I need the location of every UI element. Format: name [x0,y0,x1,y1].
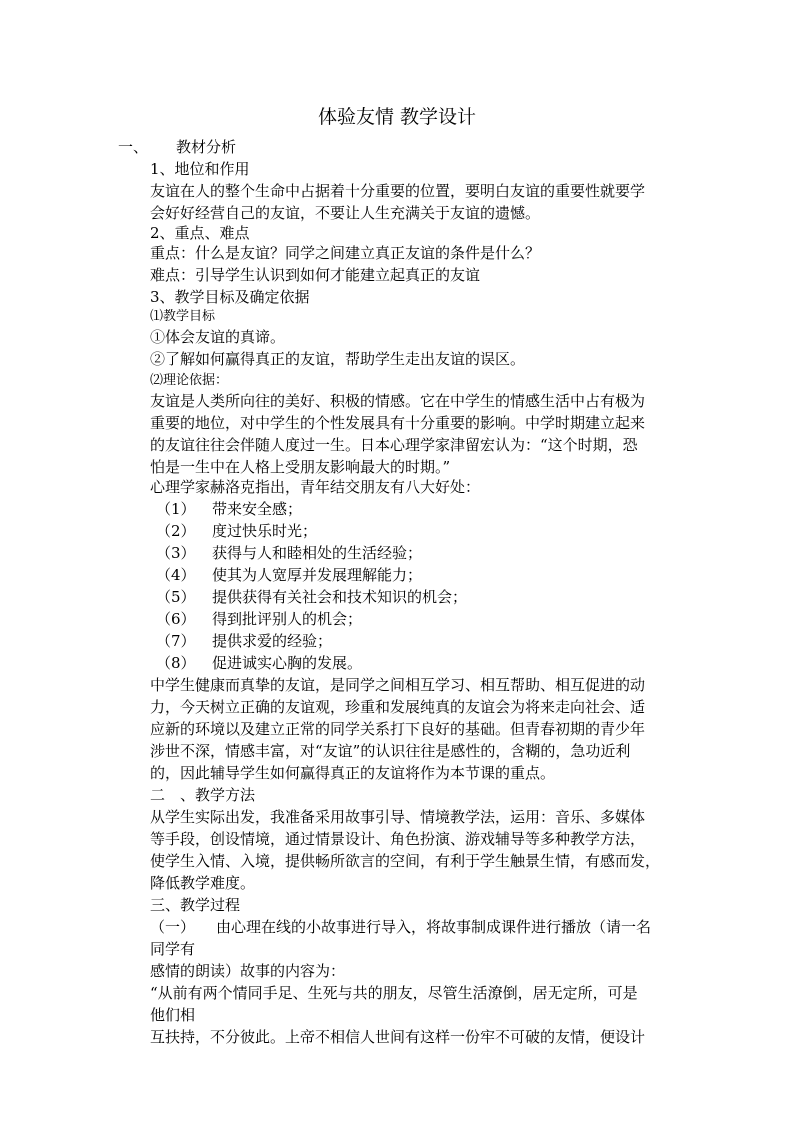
key-point-line: 重点：什么是友谊？同学之间建立真正友谊的条件是什么？ [150,244,541,262]
list-item-index: （1） [156,500,196,518]
paragraph-line: 力，今天树立正确的友谊观，珍重和发展纯真的友谊会为将来走向社会、适 [150,698,646,716]
list-item-index: （7） [156,632,196,650]
list-item-index: （2） [156,522,196,540]
list-item-index: （4） [156,566,196,584]
paragraph-line: 重要的地位，对中学生的个性发展具有十分重要的影响。中学时期建立起来 [150,414,646,432]
paragraph-line: 中学生健康而真挚的友谊，是同学之间相互学习、相互帮助、相互促进的动 [150,676,646,694]
list-item [150,564,680,586]
list-item-text: 提供求爱的经验； [212,632,333,650]
process-step-text: 由心理在线的小故事进行导入，将故事制成课件进行播放（请一名 [216,918,652,936]
basis-heading: ⑵理论依据： [150,373,229,388]
list-item-text: 使其为人宽厚并发展理解能力； [212,566,423,584]
subsection-heading: 1、地位和作用 [150,160,250,178]
goals-heading: ⑴教学目标 [150,309,216,324]
list-item-text: 获得与人和睦相处的生活经验； [212,544,423,562]
subsection-heading: 3、教学目标及确定依据 [150,288,310,306]
list-item-text: 带来安全感； [212,500,303,518]
list-item-text: 度过快乐时光； [212,522,318,540]
list-item [150,652,680,674]
paragraph-line: 的，因此辅导学生如何赢得真正的友谊将作为本节课的重点。 [150,764,556,782]
list-item-index: （6） [156,610,196,628]
paragraph-line: 友谊是人类所向往的美好、积极的情感。它在中学生的情感生活中占有极为 [150,392,646,410]
process-step-index: （一） [150,918,196,936]
section-3-heading: 三、教学过程 [150,896,241,914]
list-item-text: 提供获得有关社会和技术知识的机会； [212,588,468,606]
list-item [150,542,680,564]
subsection-heading: 2、重点、难点 [150,224,250,242]
paragraph-line: 互扶持，不分彼此。上帝不相信人世间有这样一份牢不可破的友情，便设计 [150,1028,646,1046]
section-1-heading [118,136,648,158]
paragraph-line: 他们相 [150,1006,196,1024]
document-title: 体验友情 教学设计 [317,106,477,128]
paragraph-line: “从前有两个情同手足、生死与共的朋友，尽管生活潦倒，居无定所，可是 [150,984,638,1002]
process-step-line [150,916,680,938]
paragraph-line: 会好好经营自己的友谊，不要让人生充满关于友谊的遗憾。 [150,204,541,222]
list-item [150,498,680,520]
list-item-index: （8） [156,654,196,672]
section-2-heading: 二 、教学方法 [150,786,256,804]
list-item-text: 得到批评别人的机会； [212,610,363,628]
list-item-text: 促进诚实心胸的发展。 [212,654,363,672]
list-item-index: （5） [156,588,196,606]
section-1-number: 一、 [118,138,149,156]
paragraph-line: 降低教学难度。 [150,874,256,892]
paragraph-line: 应新的环境以及建立正常的同学关系打下良好的基础。但青春初期的青少年 [150,720,646,738]
paragraph-line: 等手段，创设情境，通过情景设计、角色扮演、游戏辅导等多种教学方法， [150,830,646,848]
paragraph-line: 怕是一生中在人格上受朋友影响最大的时期。” [150,458,451,476]
list-item [150,520,680,542]
paragraph-line: 使学生入情、入境，提供畅所欲言的空间，有利于学生触景生情，有感而发， [150,852,661,870]
list-item [150,630,680,652]
psych-intro-line: 心理学家赫洛克指出，青年结交朋友有八大好处： [150,478,481,496]
paragraph-line: 涉世不深，情感丰富，对“友谊”的认识往往是感性的，含糊的，急功近利 [150,742,631,760]
list-item [150,586,680,608]
paragraph-line: 感情的朗读）故事的内容为： [150,962,346,980]
list-item-index: （3） [156,544,196,562]
paragraph-line: 从学生实际出发，我准备采用故事引导、情境教学法，运用：音乐、多媒体 [150,808,646,826]
goal-line: ①体会友谊的真谛。 [150,328,286,346]
goal-line: ②了解如何赢得真正的友谊，帮助学生走出友谊的误区。 [150,350,526,368]
section-1-title: 教材分析 [176,138,237,156]
paragraph-line: 的友谊往往会伴随人度过一生。日本心理学家津留宏认为：“这个时期，恐 [150,436,638,454]
paragraph-line: 同学有 [150,940,196,958]
list-item [150,608,680,630]
difficult-point-line: 难点：引导学生认识到如何才能建立起真正的友谊 [150,266,481,284]
paragraph-line: 友谊在人的整个生命中占据着十分重要的位置，要明白友谊的重要性就要学 [150,182,646,200]
